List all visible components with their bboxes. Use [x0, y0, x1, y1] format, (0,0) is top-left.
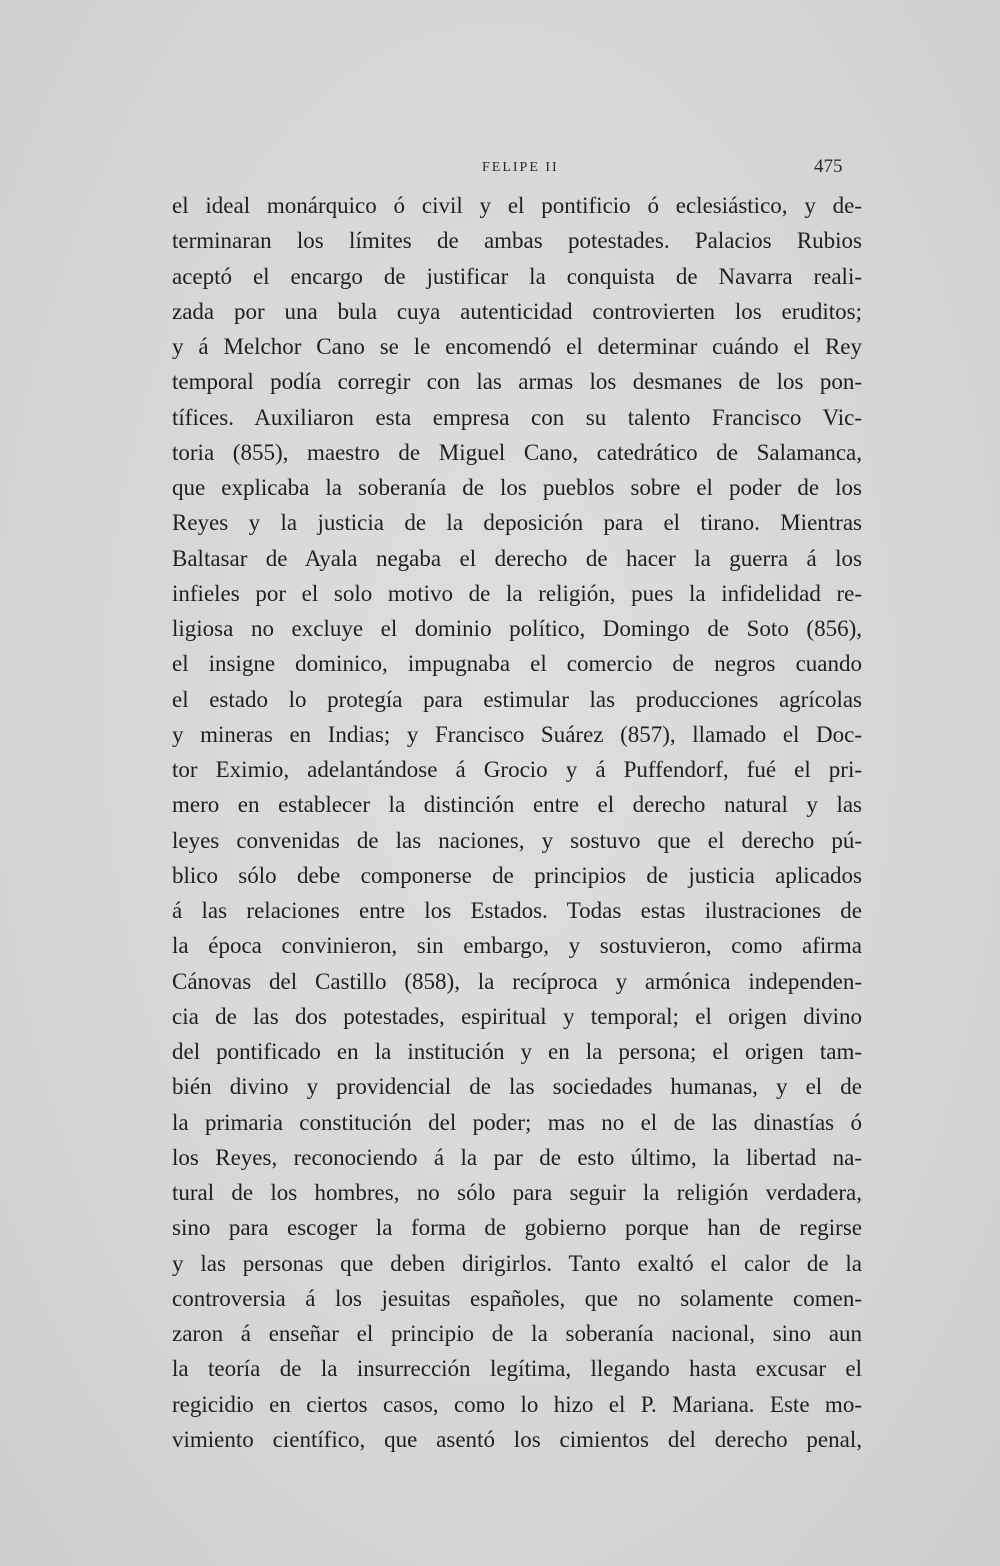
- text-line: aceptó el encargo de justificar la conquista de Navarra reali-: [172, 263, 862, 289]
- text-line: el estado lo protegía para estimular las producciones agrícolas: [172, 686, 862, 712]
- text-line: tor Eximio, adelantándose á Grocio y á Puffendorf, fué el pri-: [172, 757, 862, 782]
- text-line: cia de las dos potestades, espiritual y temporal; el origen divino: [172, 1003, 862, 1029]
- page-number: 475: [814, 156, 843, 177]
- text-line: los Reyes, reconociendo á la par de esto último, la libertad na-: [172, 1144, 862, 1170]
- running-title: FELIPE II: [482, 160, 559, 175]
- text-line: ligiosa no excluye el dominio político, Domingo de Soto (856),: [172, 616, 862, 641]
- text-line: bién divino y providencial de las sociedades humanas, y el de: [172, 1074, 862, 1100]
- text-line: mero en establecer la distinción entre el derecho natural y las: [172, 792, 862, 818]
- text-line: vimiento científico, que asentó los cimientos del derecho penal,: [172, 1426, 862, 1452]
- text-line: terminaran los límites de ambas potestades. Palacios Rubios: [172, 228, 862, 254]
- text-line: controversia á los jesuitas españoles, que no solamente comen-: [172, 1285, 862, 1311]
- text-line: tural de los hombres, no sólo para seguir la religión verdadera,: [172, 1180, 862, 1205]
- text-line: Reyes y la justicia de la deposición para el tirano. Mientras: [172, 510, 862, 536]
- text-line: tífices. Auxiliaron esta empresa con su talento Francisco Vic-: [172, 404, 862, 430]
- text-line: blico sólo debe componerse de principios de justicia aplicados: [172, 862, 862, 888]
- text-line: que explicaba la soberanía de los pueblos sobre el poder de los: [172, 475, 862, 500]
- text-line: temporal podía corregir con las armas los desmanes de los pon-: [172, 369, 862, 395]
- text-line: toria (855), maestro de Miguel Cano, catedrático de Salamanca,: [172, 439, 862, 465]
- text-line: Baltasar de Ayala negaba el derecho de hacer la guerra á los: [172, 545, 862, 571]
- text-line: la primaria constitución del poder; mas no el de las dinastías ó: [172, 1109, 862, 1135]
- text-line: el insigne dominico, impugnaba el comercio de negros cuando: [172, 651, 862, 677]
- text-line: sino para escoger la forma de gobierno porque han de regirse: [172, 1215, 862, 1241]
- text-line: regicidio en ciertos casos, como lo hizo el P. Mariana. Este mo-: [172, 1391, 862, 1417]
- text-line: á las relaciones entre los Estados. Todas estas ilustraciones de: [172, 898, 862, 923]
- text-line: y mineras en Indias; y Francisco Suárez (857), llamado el Doc-: [172, 721, 862, 747]
- text-line: infieles por el solo motivo de la religión, pues la infidelidad re-: [172, 580, 862, 606]
- text-line: y á Melchor Cano se le encomendó el determinar cuándo el Rey: [172, 334, 862, 359]
- text-line: la teoría de la insurrección legítima, llegando hasta excusar el: [172, 1356, 862, 1382]
- body-text: [172, 188, 862, 1457]
- text-line: del pontificado en la institución y en la persona; el origen tam-: [172, 1039, 862, 1064]
- text-line: y las personas que deben dirigirlos. Tanto exaltó el calor de la: [172, 1250, 862, 1276]
- text-line: zada por una bula cuya autenticidad controvierten los eruditos;: [172, 298, 862, 324]
- text-line: leyes convenidas de las naciones, y sostuvo que el derecho pú-: [172, 827, 862, 853]
- text-line: zaron á enseñar el principio de la soberanía nacional, sino aun: [172, 1321, 862, 1346]
- text-line: el ideal monárquico ó civil y el pontificio ó eclesiástico, y de-: [172, 193, 862, 218]
- text-line: la época convinieron, sin embargo, y sostuvieron, como afirma: [172, 933, 862, 959]
- text-line: Cánovas del Castillo (858), la recíproca y armónica independen-: [172, 968, 862, 994]
